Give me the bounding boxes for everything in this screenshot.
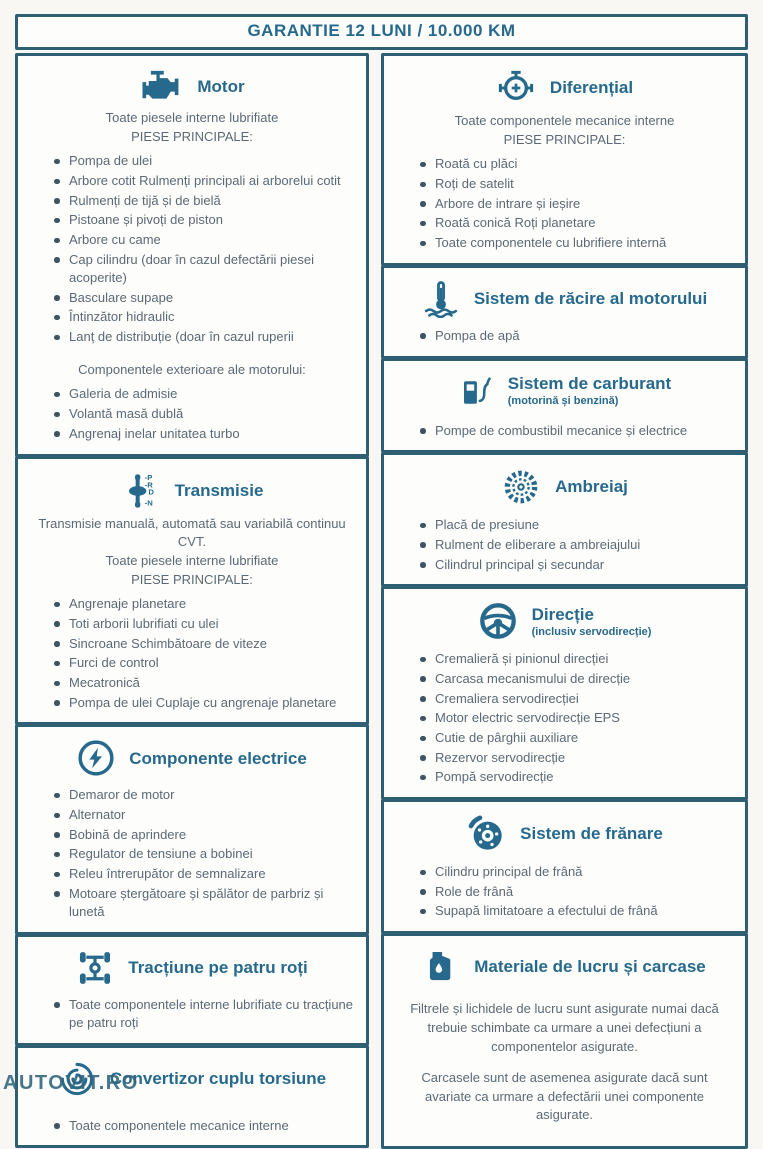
content-columns [0, 53, 763, 1149]
intro-line: Toate piesele interne lubrifiate [105, 110, 279, 125]
section-title-wrap [508, 374, 671, 407]
section-header [28, 61, 356, 108]
section-title-wrap [474, 289, 707, 309]
bullet-item: Pompe de combustibil mecanice și electrice [418, 422, 733, 440]
bullet-item: Releu întrerupător de semnalizare [52, 865, 354, 883]
section-header [394, 941, 735, 988]
intro-line: Toate componentele mecanice interne [454, 113, 675, 128]
section-title-wrap [474, 957, 706, 977]
bullet-item: Bobină de aprindere [52, 826, 354, 844]
section-title: Transmisie [174, 480, 264, 500]
bullet-item: Arbore cu came [52, 231, 354, 249]
bullet-item: Furci de control [52, 654, 354, 672]
bullet-item: Roată conică Roți planetare [418, 214, 733, 232]
bullet-list [28, 385, 356, 443]
bullet-item: Angrenaje planetare [52, 595, 354, 613]
page-title: GARANTIE 12 LUNI / 10.000 KM [247, 21, 516, 40]
bullet-item: Sincroane Schimbătoare de viteze [52, 635, 354, 653]
steering-wheel-icon [478, 601, 518, 641]
bullet-item: Întinzător hidraulic [52, 308, 354, 326]
section-title: Sistem de carburant [507, 374, 672, 394]
fuel-pump-icon [458, 373, 494, 409]
section-header [394, 594, 735, 644]
bullet-list [28, 1117, 356, 1135]
section-directie [381, 586, 748, 800]
section-materiale [381, 933, 748, 1149]
bullet-item: Carcasa mecanismului de direcție [418, 670, 733, 688]
oil-canister-icon [423, 948, 460, 985]
bullet-item: Cremalieră și pinionul direcției [418, 650, 733, 668]
bullet-item: Cutie de pârghii auxiliare [418, 729, 733, 747]
bullet-list [394, 516, 735, 574]
section-header [394, 366, 735, 412]
section-header [394, 273, 735, 321]
section-title: Ambreiaj [555, 477, 628, 497]
section-title: Componente electrice [129, 748, 307, 768]
bullet-item: Rezervor servodirecție [418, 749, 733, 767]
bullet-item: Role de frână [418, 883, 733, 901]
warranty-sheet [0, 14, 763, 1149]
section-title: Tracțiune pe patru roți [128, 957, 308, 977]
bullet-item: Pompă servodirecție [418, 768, 733, 786]
bullet-list [28, 152, 356, 346]
bullet-item: Arbore cotit Rulmenți principali ai arborelui cotit [52, 172, 354, 190]
brake-disc-icon [466, 814, 506, 854]
differential-icon [496, 68, 536, 108]
bullet-item: Pistoane și pivoți de piston [52, 211, 354, 229]
section-subtitle: (inclusiv servodirecție) [531, 625, 652, 638]
clutch-icon [501, 467, 541, 507]
bullet-item: Roți de satelit [418, 175, 733, 193]
section-title-wrap [555, 477, 628, 497]
bullet-item: Lanț de distribuție (doar în cazul ruperii [52, 328, 354, 346]
coverage-note: Filtrele și lichidele de lucru sunt asigurate numai dacă trebuie schimbate ca urmare a unei defecțiuni a componentelor asigurate. [410, 1001, 719, 1054]
bullet-item: Demaror de motor [52, 786, 354, 804]
section-tractiune [15, 934, 369, 1046]
lightning-icon [77, 739, 115, 777]
bullet-item: Cilindrul principal și secundar [418, 556, 733, 574]
intro-line: Transmisie manuală, automată sau variabilă continuu CVT. [38, 515, 346, 549]
bullet-list [394, 327, 735, 345]
bullet-item: Regulator de tensiune a bobinei [52, 845, 354, 863]
bullet-item: Arbore de intrare și ieșire [418, 195, 733, 213]
watermark-autovit: AUTOVIT.RO [3, 1072, 139, 1089]
bullet-item: Alternator [52, 806, 354, 824]
section-racire [381, 265, 748, 359]
svg-text:-R: -R [144, 479, 153, 489]
bullet-item: Pompa de ulei [52, 152, 354, 170]
section-title-wrap [175, 481, 264, 501]
bullet-item: Mecatronică [52, 674, 354, 692]
section-header [28, 732, 356, 780]
intro-line: Toate piesele interne lubrifiate [105, 552, 279, 568]
bullet-item: Toate componentele cu lubrifiere internă [418, 234, 733, 252]
bullet-list [394, 422, 735, 440]
section-header [28, 942, 356, 990]
section-title: Convertizor cuplu torsiune [109, 1068, 327, 1088]
bullet-item: Cilindru principal de frână [418, 863, 733, 881]
bullet-item: Roată cu plăci [418, 155, 733, 173]
section-title-wrap [550, 78, 633, 98]
bullet-item: Angrenaj inelar unitatea turbo [52, 425, 354, 443]
bullet-item: Toti arborii lubrifiati cu ulei [52, 615, 354, 633]
bullet-item: Rulment de eliberare a ambreiajului [418, 536, 733, 554]
section-subtitle: (motorină și benzină) [507, 394, 619, 407]
section-ambreiaj [381, 452, 748, 587]
bullet-item: Placă de presiune [418, 516, 733, 534]
section-carburant [381, 358, 748, 454]
svg-text:D: D [147, 487, 154, 497]
section-header [394, 807, 735, 857]
section-diferential [381, 53, 748, 266]
coverage-note: Carcasele sunt de asemenea asigurate dacă sunt avariate ca urmare a defectării unei componente asigurate. [421, 1069, 708, 1123]
section-header [394, 61, 735, 111]
right-column [381, 53, 748, 1149]
section-title-wrap [532, 605, 652, 638]
section-title: Materiale de lucru și carcase [474, 956, 706, 976]
bullet-item: Toate componentele interne lubrifiate cu tracțiune pe patru roți [52, 996, 354, 1032]
bullet-item: Volantă masă dublă [52, 405, 354, 423]
bullet-item: Cremaliera servodirecției [418, 690, 733, 708]
bullet-item: Supapă limitatoare a efectului de frână [418, 902, 733, 920]
bullet-list [394, 155, 735, 252]
section-title-wrap [128, 958, 307, 978]
bullet-item: Rulmenți de tijă și de bielă [52, 192, 354, 210]
bullet-item: Pompa de apă [418, 327, 733, 345]
bullet-item: Pompa de ulei Cuplaje cu angrenaje planetare [52, 694, 354, 712]
section-title: Motor [197, 76, 245, 96]
svg-text:-P: -P [144, 472, 152, 482]
warranty-header [15, 14, 748, 50]
section-title-wrap [197, 77, 244, 97]
bullet-item: Cap cilindru (doar în cazul defectării piesei acoperite) [52, 251, 354, 287]
section-title: Direcție [531, 604, 594, 624]
section-header [28, 464, 356, 514]
intro-line: PIESE PRINCIPALE: [503, 132, 626, 148]
transmission-icon [121, 471, 161, 511]
bullet-list [394, 650, 735, 786]
bullet-item: Toate componentele mecanice interne [52, 1117, 354, 1135]
section-title: Diferențial [549, 78, 634, 98]
section-title-wrap [520, 824, 663, 844]
drivetrain-icon [76, 949, 114, 987]
section-title-wrap [129, 749, 307, 769]
section-motor [15, 53, 369, 457]
svg-text:-N: -N [144, 497, 153, 507]
bullet-list [28, 786, 356, 921]
section-header [394, 460, 735, 510]
engine-icon [139, 68, 183, 105]
section-title: Sistem de răcire al motorului [473, 289, 708, 309]
bullet-list [28, 595, 356, 712]
intro-line: PIESE PRINCIPALE: [131, 572, 253, 588]
bullet-item: Motoare ștergătoare și spălător de parbriz și lunetă [52, 885, 354, 921]
section-transmisie [15, 456, 369, 726]
thermometer-icon [422, 280, 460, 318]
section-title-wrap [110, 1069, 326, 1089]
bullet-list [28, 996, 356, 1032]
bullet-list [394, 863, 735, 921]
left-column [15, 53, 369, 1148]
section-convertizor [15, 1045, 369, 1149]
bullet-item: Basculare supape [52, 289, 354, 307]
section-title: Sistem de frănare [520, 824, 663, 844]
section-franare [381, 799, 748, 934]
intro-line: PIESE PRINCIPALE: [131, 129, 253, 145]
list-subheading: Componentele exterioare ale motorului: [78, 362, 306, 378]
section-componente-electrice [15, 724, 369, 934]
bullet-item: Galeria de admisie [52, 385, 354, 403]
bullet-item: Motor electric servodirecție EPS [418, 709, 733, 727]
